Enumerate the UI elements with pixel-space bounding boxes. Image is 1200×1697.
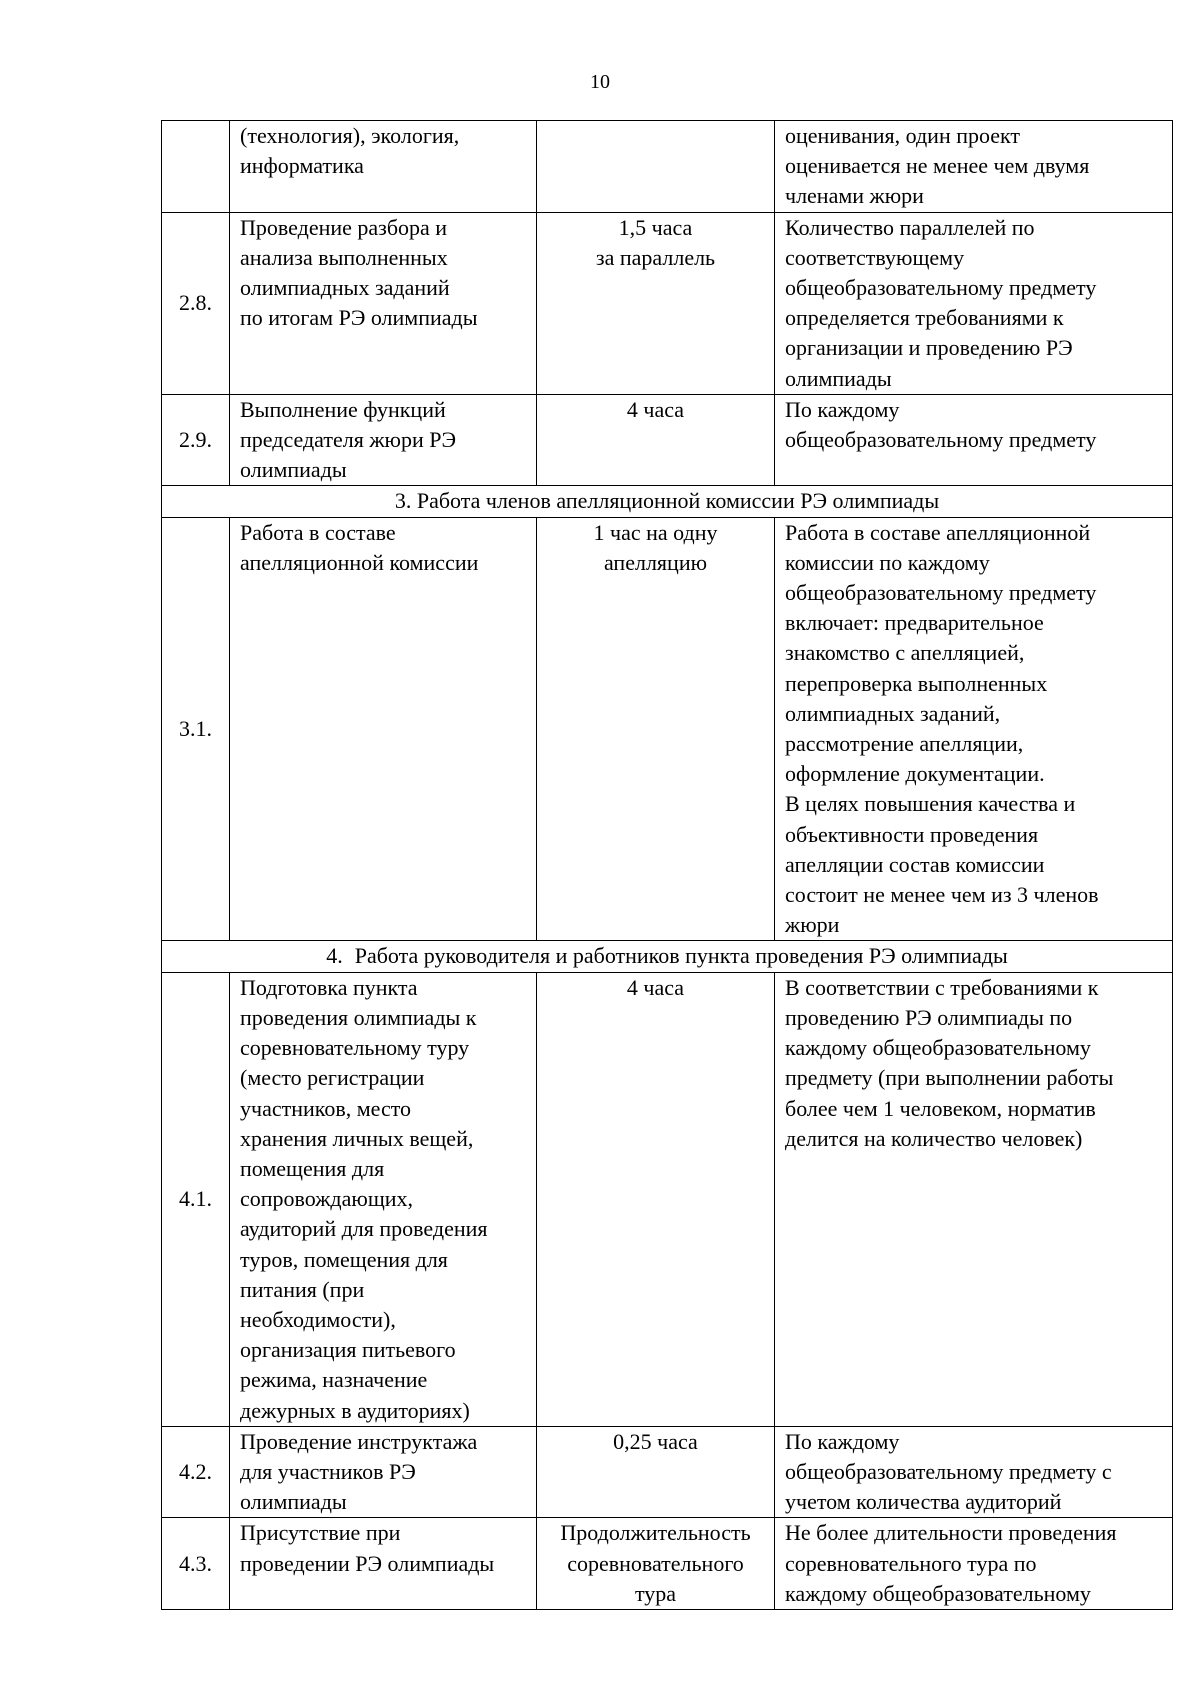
norm-cell bbox=[537, 1426, 775, 1518]
activity-cell-line: хранения личных вещей, bbox=[240, 1125, 474, 1151]
note-cell-line: рассмотрение апелляции, bbox=[785, 731, 1024, 757]
note-cell bbox=[775, 121, 1173, 213]
norm-cell bbox=[537, 1518, 775, 1610]
note-cell-line: более чем 1 человеком, норматив bbox=[785, 1095, 1096, 1121]
note-cell-line: состоит не менее чем из 3 членов bbox=[785, 882, 1099, 908]
note-cell bbox=[775, 1518, 1173, 1610]
note-cell-line: По каждому bbox=[785, 1428, 900, 1454]
norm-cell bbox=[537, 517, 775, 941]
section-header-row bbox=[162, 941, 1173, 972]
activity-cell-line: анализа выполненных bbox=[240, 244, 448, 270]
activity-cell-line: необходимости), bbox=[240, 1306, 396, 1332]
note-cell-line: членами жюри bbox=[785, 183, 924, 209]
note-cell bbox=[775, 394, 1173, 486]
activity-cell-line: для участников РЭ bbox=[240, 1458, 416, 1484]
note-cell-line: общеобразовательному предмету bbox=[785, 275, 1097, 301]
note-cell-line: проведению РЭ олимпиады по bbox=[785, 1004, 1073, 1030]
note-cell-line: оценивается не менее чем двумя bbox=[785, 153, 1090, 179]
note-cell bbox=[775, 212, 1173, 394]
norm-cell-line: 4 часа bbox=[626, 396, 685, 422]
activity-cell-line: проведении РЭ олимпиады bbox=[240, 1550, 495, 1576]
row-number: 4.3. bbox=[162, 1518, 230, 1610]
note-cell-line: общеобразовательному предмету bbox=[785, 427, 1097, 453]
activity-cell-line: туров, помещения для bbox=[240, 1246, 448, 1272]
note-cell-line: соответствующему bbox=[785, 244, 965, 270]
table-row bbox=[162, 1426, 1173, 1518]
norms-table-body bbox=[162, 121, 1173, 1610]
norm-cell bbox=[537, 121, 775, 213]
note-cell-line: предмету (при выполнении работы bbox=[785, 1065, 1114, 1091]
activity-cell-line: аудиторий для проведения bbox=[240, 1216, 488, 1242]
activity-cell bbox=[230, 212, 537, 394]
activity-cell-line: сопровождающих, bbox=[240, 1186, 414, 1212]
activity-cell-line: соревновательному туру bbox=[240, 1035, 470, 1061]
note-cell-line: организации и проведению РЭ bbox=[785, 335, 1073, 361]
note-cell-line: Количество параллелей по bbox=[785, 214, 1035, 240]
activity-cell bbox=[230, 1426, 537, 1518]
note-cell-line: жюри bbox=[785, 912, 840, 938]
norm-cell-line: соревновательного bbox=[567, 1550, 744, 1576]
note-cell-line: учетом количества аудиторий bbox=[785, 1489, 1062, 1515]
note-cell bbox=[775, 1426, 1173, 1518]
norm-cell-line: апелляцию bbox=[603, 549, 708, 575]
note-cell-line: Не более длительности проведения bbox=[785, 1520, 1117, 1546]
table-row bbox=[162, 394, 1173, 486]
activity-cell-line: информатика bbox=[240, 153, 364, 179]
table-row bbox=[162, 121, 1173, 213]
row-number: 3.1. bbox=[162, 517, 230, 941]
section-header-row bbox=[162, 486, 1173, 517]
page-number: 10 bbox=[590, 71, 610, 93]
activity-cell bbox=[230, 121, 537, 213]
activity-cell-line: Подготовка пункта bbox=[240, 974, 418, 1000]
activity-cell-line: Проведение инструктажа bbox=[240, 1428, 478, 1454]
activity-cell-line: помещения для bbox=[240, 1155, 385, 1181]
norm-cell-line: тура bbox=[634, 1580, 677, 1606]
section-number: 4. bbox=[326, 943, 343, 969]
activity-cell-line: Проведение разбора и bbox=[240, 214, 448, 240]
note-cell bbox=[775, 517, 1173, 941]
note-cell-line: знакомство с апелляцией, bbox=[785, 640, 1025, 666]
activity-cell-line: дежурных в аудиториях) bbox=[240, 1397, 470, 1423]
activity-cell bbox=[230, 1518, 537, 1610]
activity-cell-line: (технология), экология, bbox=[240, 123, 460, 148]
table-row bbox=[162, 1518, 1173, 1610]
norm-cell-line: за параллель bbox=[595, 244, 716, 270]
norm-cell bbox=[537, 394, 775, 486]
norm-cell-line: Продолжительность bbox=[560, 1520, 751, 1546]
row-number: 2.9. bbox=[162, 394, 230, 486]
note-cell-line: объективности проведения bbox=[785, 821, 1039, 847]
section-title-text: Работа руководителя и работников пункта проведения РЭ олимпиады bbox=[354, 943, 1008, 969]
note-cell-line: определяется требованиями к bbox=[785, 305, 1064, 331]
table-row bbox=[162, 517, 1173, 941]
norm-cell-line: 4 часа bbox=[626, 974, 685, 1000]
activity-cell bbox=[230, 972, 537, 1426]
note-cell bbox=[775, 972, 1173, 1426]
norm-cell bbox=[537, 212, 775, 394]
note-cell-line: По каждому bbox=[785, 396, 900, 422]
note-cell-line: В соответствии с требованиями к bbox=[785, 974, 1099, 1000]
activity-cell-line: питания (при bbox=[240, 1276, 365, 1302]
note-cell-line: общеобразовательному предмету bbox=[785, 580, 1097, 606]
table-row bbox=[162, 212, 1173, 394]
activity-cell-line: участников, место bbox=[240, 1095, 412, 1121]
activity-cell-line: режима, назначение bbox=[240, 1367, 428, 1393]
activity-cell-line: (место регистрации bbox=[240, 1065, 425, 1091]
note-cell-line: включает: предварительное bbox=[785, 610, 1044, 636]
section-title bbox=[162, 486, 1173, 517]
activity-cell-line: олимпиады bbox=[240, 1489, 347, 1515]
activity-cell-line: Присутствие при bbox=[240, 1520, 401, 1546]
activity-cell-line: олимпиадных заданий bbox=[240, 275, 450, 301]
norms-table bbox=[161, 120, 1173, 1610]
row-number: 4.2. bbox=[162, 1426, 230, 1518]
section-title-text: 3. Работа членов апелляционной комиссии РЭ олимпиады bbox=[394, 488, 940, 514]
activity-cell bbox=[230, 394, 537, 486]
row-number: 2.8. bbox=[162, 212, 230, 394]
note-cell-line: олимпиадных заданий, bbox=[785, 700, 1001, 726]
activity-cell-line: председателя жюри РЭ bbox=[240, 427, 456, 453]
activity-cell bbox=[230, 517, 537, 941]
norm-cell-line: 1 час на одну bbox=[593, 519, 718, 545]
note-cell-line: общеобразовательному предмету с bbox=[785, 1458, 1112, 1484]
activity-cell-line: апелляционной комиссии bbox=[240, 549, 479, 575]
section-title bbox=[162, 941, 1173, 972]
norm-cell-line: 1,5 часа bbox=[618, 214, 693, 240]
note-cell-line: каждому общеобразовательному bbox=[785, 1035, 1091, 1061]
activity-cell-line: Выполнение функций bbox=[240, 396, 446, 422]
activity-cell-line: по итогам РЭ олимпиады bbox=[240, 305, 478, 331]
activity-cell-line: олимпиады bbox=[240, 457, 347, 483]
note-cell-line: олимпиады bbox=[785, 365, 892, 391]
activity-cell-line: Работа в составе bbox=[240, 519, 396, 545]
row-number: 4.1. bbox=[162, 972, 230, 1426]
row-number bbox=[162, 121, 230, 213]
norm-cell-line: 0,25 часа bbox=[613, 1428, 698, 1454]
note-cell-line: каждому общеобразовательному bbox=[785, 1580, 1091, 1606]
note-cell-line: Работа в составе апелляционной bbox=[785, 519, 1091, 545]
table-row bbox=[162, 972, 1173, 1426]
note-cell-line: комиссии по каждому bbox=[785, 549, 990, 575]
activity-cell-line: организация питьевого bbox=[240, 1337, 456, 1363]
note-cell-line: соревновательного тура по bbox=[785, 1550, 1037, 1576]
note-cell-line: перепроверка выполненных bbox=[785, 670, 1048, 696]
note-cell-line: делится на количество человек) bbox=[785, 1125, 1083, 1151]
norm-cell bbox=[537, 972, 775, 1426]
note-cell-line: оценивания, один проект bbox=[785, 123, 1021, 148]
activity-cell-line: проведения олимпиады к bbox=[240, 1004, 477, 1030]
note-cell-line: апелляции состав комиссии bbox=[785, 851, 1045, 877]
note-cell-line: В целях повышения качества и bbox=[785, 791, 1076, 817]
note-cell-line: оформление документации. bbox=[785, 761, 1045, 787]
